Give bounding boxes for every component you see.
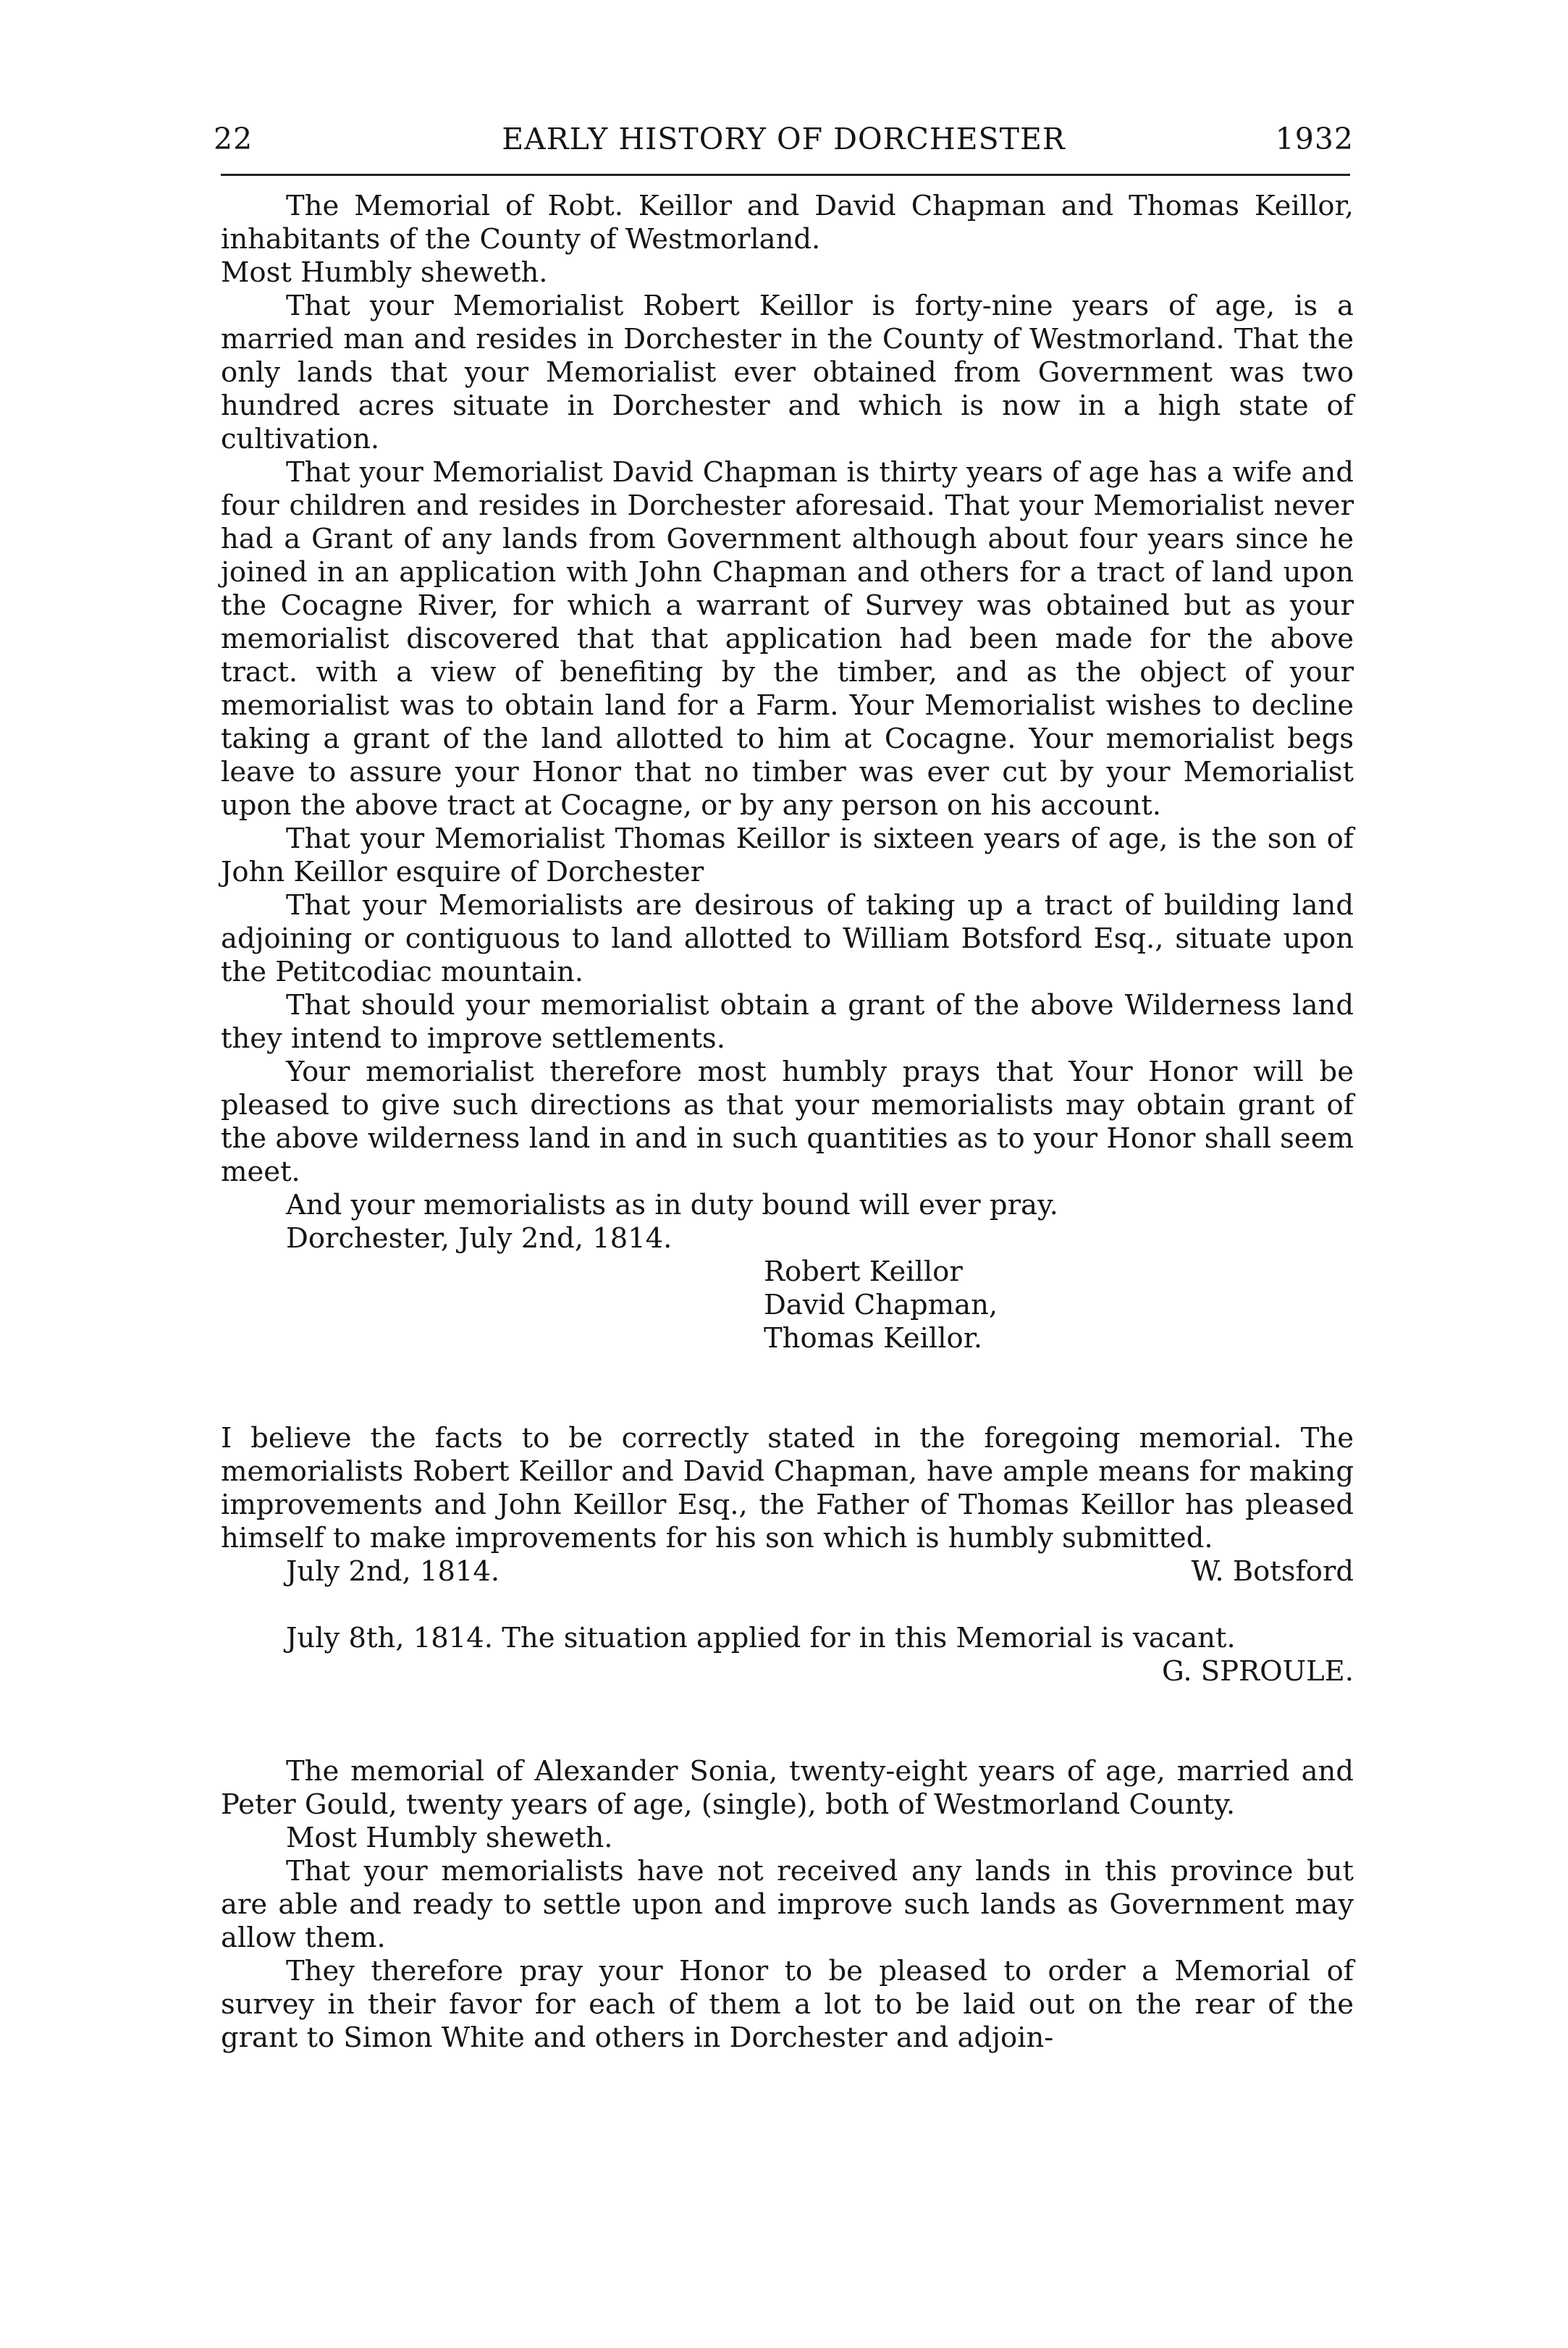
memorial-paragraph: Your memorialist therefore most humbly prays that Your Honor will be pleased to give such directions as that your memorialists may obtain grant of the above wilderness land in and in such quantities as to your Honor shall seem meet. <box>221 1056 1354 1188</box>
memorial-intro: The Memorial of Robt. Keillor and David Chapman and Thomas Keillor, inhabitants of the County of Westmorland. <box>221 190 1354 256</box>
signature-block <box>764 1255 1354 1355</box>
memorial-paragraph: That your Memorialists are desirous of taking up a tract of building land adjoining or contiguous to land allotted to William Botsford Esq., situate upon the Petitcodiac mountain. <box>221 889 1354 988</box>
memorial-sonia-gould <box>221 1755 1354 2055</box>
memorial-keillor-chapman <box>221 190 1354 1355</box>
memorial-paragraph: They therefore pray your Honor to be pleased to order a Memorial of survey in their favor for each of them a lot to be laid out on the rear of the grant to Simon White and others in Dorchester and adjoin- <box>221 1955 1354 2054</box>
memorial-paragraph: That your Memorialist Robert Keillor is forty-nine years of age, is a married man and resides in Dorchester in the County of Westmorland. That the only lands that your Memorialist ever obtained from Government was two hundred acres situate in Dorchester and which is now in a high state of cultivation. <box>221 290 1354 455</box>
memorial-sheweth: Most Humbly sheweth. <box>286 1822 613 1854</box>
memorial-paragraph: That your memorialists have not received any lands in this province but are able and ready to settle upon and improve such lands as Government may allow them. <box>221 1855 1354 1954</box>
sproule-note <box>221 1622 1354 1688</box>
certificate-footer <box>221 1555 1354 1589</box>
certificate-date: July 2nd, 1814. <box>286 1555 500 1588</box>
memorial-intro: The memorial of Alexander Sonia, twenty-eight years of age, married and Peter Gould, twenty years of age, (single), both of Westmorland County. <box>221 1755 1354 1821</box>
note-text: July 8th, 1814. The situation applied for in this Memorial is vacant. <box>286 1622 1236 1654</box>
page-body <box>221 190 1354 2055</box>
note-signer: G. SPROULE. <box>1161 1655 1354 1688</box>
header-year: 1932 <box>1275 122 1354 156</box>
memorial-paragraph: That your Memorialist Thomas Keillor is sixteen years of age, is the son of John Keillor esquire of Dorchester <box>221 822 1354 888</box>
section-spacer <box>221 1688 1354 1755</box>
header-rule <box>221 174 1350 176</box>
memorial-paragraph: And your memorialists as in duty bound will ever pray. <box>286 1189 1058 1221</box>
certificate-signer: W. Botsford <box>1191 1555 1354 1588</box>
memorial-paragraph: That your Memorialist David Chapman is thirty years of age has a wife and four children and resides in Dorchester aforesaid. That your Memorialist never had a Grant of any lands from Government although about four years since he joined in an application with John Chapman and others for a tract of land upon the Cocagne River, for which a warrant of Survey was obtained but as your memorialist discovered that that application had been made for the above tract. with a view of benefiting by the timber, and as the object of your memorialist was to obtain land for a Farm. Your Memorialist wishes to decline taking a grant of the land allotted to him at Cocagne. Your memorialist begs leave to assure your Honor that no timber was ever cut by your Memorialist upon the above tract at Cocagne, or by any person on his account. <box>221 456 1354 822</box>
section-spacer <box>221 1589 1354 1622</box>
signature-line: David Chapman, <box>764 1289 998 1321</box>
memorial-paragraph: That should your memorialist obtain a grant of the above Wilderness land they intend to improve settlements. <box>221 989 1354 1055</box>
certificate-text: I believe the facts to be correctly stated in the foregoing memorial. The memorialists Robert Keillor and David Chapman, have ample means for making improvements and John Keillor Esq., the Father of Thomas Keillor has pleased himself to make improvements for his son which is humbly submitted. <box>221 1422 1354 1554</box>
running-header <box>214 114 1354 165</box>
memorial-dateline: Dorchester, July 2nd, 1814. <box>286 1222 673 1255</box>
signature-line: Robert Keillor <box>764 1255 963 1288</box>
signature-line: Thomas Keillor. <box>764 1322 983 1355</box>
running-title: EARLY HISTORY OF DORCHESTER <box>502 122 1066 156</box>
memorial-sheweth: Most Humbly sheweth. <box>221 256 548 289</box>
botsford-certificate <box>221 1422 1354 1589</box>
section-spacer <box>221 1355 1354 1422</box>
page-number: 22 <box>214 122 253 156</box>
